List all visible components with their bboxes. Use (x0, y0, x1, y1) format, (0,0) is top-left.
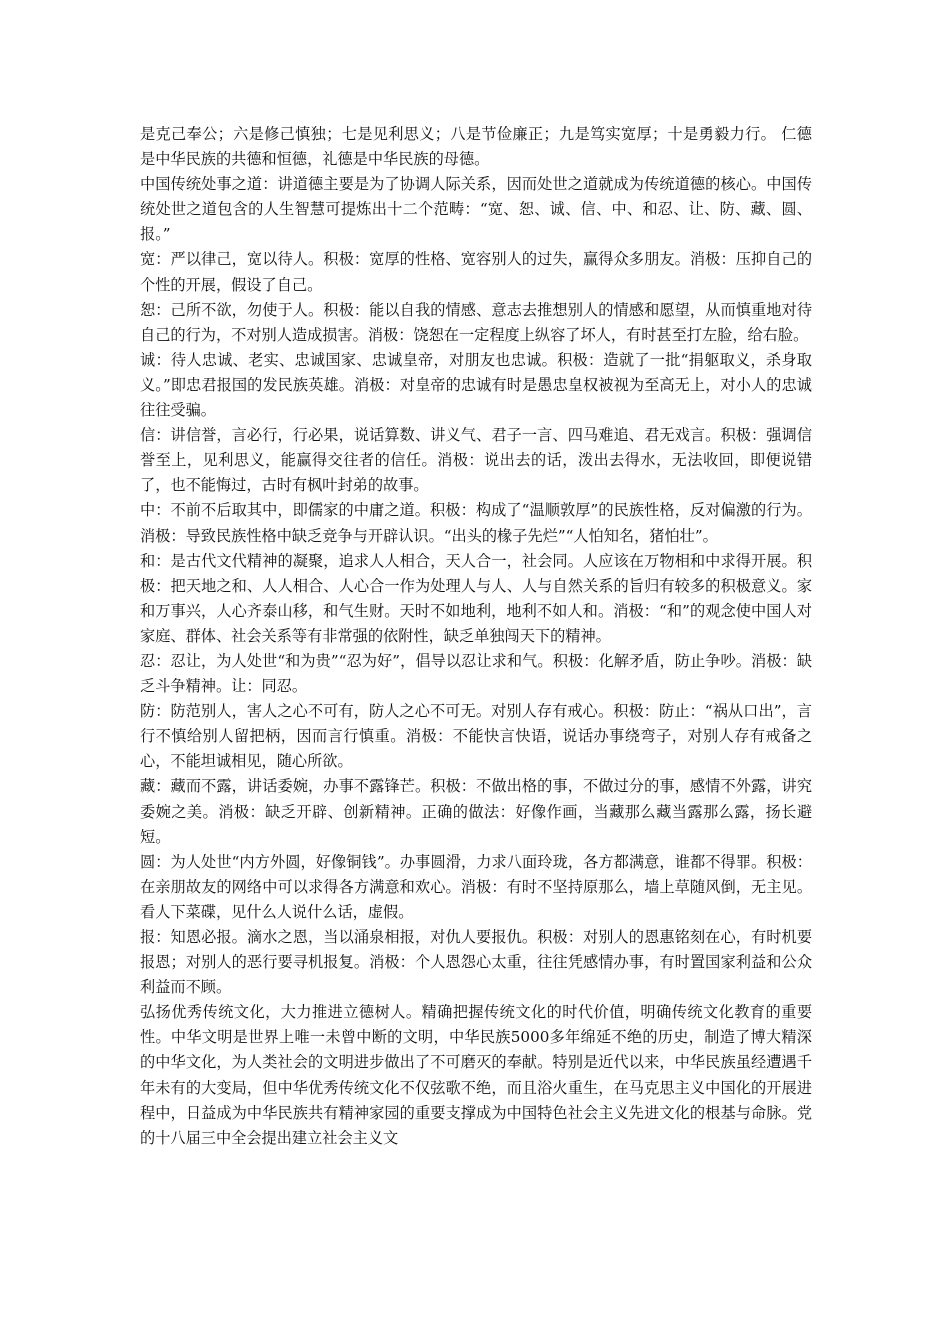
paragraph-shu: 恕：己所不欲，勿使于人。积极：能以自我的情感、意志去推想别人的情感和愿望，从而慎重地对待自己的行为，不对别人造成损害。消极：饶恕在一定程度上纵容了坏人，有时甚至打左脸，给右脸。 (140, 300, 812, 344)
paragraph-xin: 信：讲信誉，言必行，行必果，说话算数、讲义气、君子一言、四马难追、君无戏言。积极：强调信誉至上，见利思义，能赢得交往者的信任。消极：说出去的话，泼出去得水，无法收回，即便说错了，也不能悔过，古时有枫叶封弟的故事。 (140, 426, 812, 495)
paragraph-yuan: 圆：为人处世“内方外圆，好像铜钱”。办事圆滑，力求八面玲珑，各方都满意，谁都不得罪。积极：在亲朋故友的网络中可以求得各方满意和欢心。消极：有时不坚持原那么，墙上草随风倒，无主见。看人下菜碟，见什么人说什么话，虚假。 (140, 852, 812, 921)
document-page (140, 122, 812, 1151)
paragraph-kuan: 宽：严以律己，宽以待人。积极：宽厚的性格、宽容别人的过失，赢得众多朋友。消极：压抑自己的个性的开展，假设了自己。 (140, 250, 812, 294)
paragraph-bao: 报：知恩必报。滴水之恩，当以涌泉相报，对仇人要报仇。积极：对别人的恩惠铭刻在心，有时机要报恩；对别人的恶行要寻机报复。消极：个人恩怨心太重，往往凭感情办事，有时置国家利益和公众利益而不顾。 (140, 928, 812, 997)
paragraph-fang: 防：防范别人，害人之心不可有，防人之心不可无。对别人存有戒心。积极：防止：“祸从口出”，言行不慎给别人留把柄，因而言行慎重。消极：不能快言快语，说话办事绕弯子，对别人存有戒备之心，不能坦诚相见，随心所欲。 (140, 702, 812, 771)
paragraph-zhong: 中：不前不后取其中，即儒家的中庸之道。积极：构成了“温顺敦厚”的民族性格，反对偏激的行为。消极：导致民族性格中缺乏竞争与开辟认识。“出头的椽子先烂”“人怕知名，猪怕壮”。 (140, 501, 812, 545)
paragraph-cang: 藏：藏而不露，讲话委婉，办事不露锋芒。积极：不做出格的事，不做过分的事，感情不外露，讲究委婉之美。消极：缺乏开辟、创新精神。正确的做法：好像作画，当藏那么藏当露那么露，扬长避短。 (140, 777, 812, 846)
paragraph-promote-culture: 弘扬优秀传统文化，大力推进立德树人。精确把握传统文化的时代价值，明确传统文化教育的重要性。中华文明是世界上唯一未曾中断的文明，中华民族5000多年绵延不绝的历史，制造了博大精深的中华文化，为人类社会的文明进步做出了不可磨灭的奉献。特别是近代以来，中华民族虽经遭遇千年未有的大变局，但中华优秀传统文化不仅弦歌不绝，而且浴火重生，在马克思主义中国化的开展进程中，日益成为中华民族共有精神家园的重要支撑成为中国特色社会主义先进文化的根基与命脉。党的十八届三中全会提出建立社会主义文 (140, 1003, 812, 1147)
paragraph-he: 和：是古代文代精神的凝聚，追求人人相合，天人合一，社会同。人应该在万物相和中求得开展。积极：把天地之和、人人相合、人心合一作为处理人与人、人与自然关系的旨归有较多的积极意义。家和万事兴，人心齐泰山移，和气生财。天时不如地利，地利不如人和。消极：“和”的观念使中国人对家庭、群体、社会关系等有非常强的依附性，缺乏单独闯天下的精神。 (140, 551, 812, 645)
paragraph-ren: 忍：忍让，为人处世“和为贵”“忍为好”，倡导以忍让求和气。积极：化解矛盾，防止争吵。消极：缺乏斗争精神。让：同忍。 (140, 651, 812, 696)
paragraph-cheng: 诚：待人忠诚、老实、忠诚国家、忠诚皇帝，对朋友也忠诚。积极：造就了一批“捐躯取义，杀身取义。”即忠君报国的发民族英雄。消极：对皇帝的忠诚有时是愚忠皇权被视为至高无上，对小人的忠诚往往受骗。 (140, 350, 812, 420)
paragraph-conduct-intro: 中国传统处事之道：讲道德主要是为了协调人际关系，因而处世之道就成为传统道德的核心。中国传统处世之道包含的人生智慧可提炼出十二个范畴：“宽、恕、诚、信、中、和忍、让、防、藏、圆、报。” (140, 175, 812, 244)
paragraph-virtues-end: 是克己奉公；六是修己慎独；七是见利思义；八是节俭廉正；九是笃实宽厚；十是勇毅力行。 仁德是中华民族的共德和恒德，礼德是中华民族的母德。 (140, 125, 812, 169)
